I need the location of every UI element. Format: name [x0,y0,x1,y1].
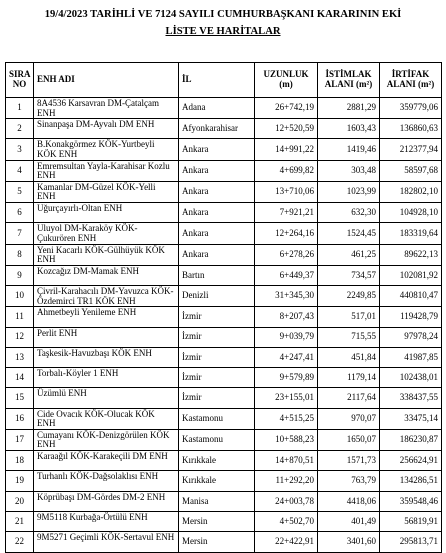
cell-istimlak-alani: 4418,06 [318,491,380,511]
cell-sira-no: 3 [6,139,34,160]
cell-il: Ankara [179,223,255,244]
cell-il: Ankara [179,160,255,181]
cell-enh-adi: Emremsultan Yayla-Karahisar Kozlu ENH [34,160,179,181]
cell-uzunluk: 11+292,20 [255,471,318,491]
cell-uzunluk: 31+345,30 [255,286,318,307]
cell-il: İzmir [179,388,255,408]
table-row [6,160,442,181]
cell-irtifak-alani: 58597,68 [380,160,442,181]
table-row [6,119,442,139]
header-uzunluk: UZUNLUK (m) [255,63,318,98]
cell-enh-adi: Köprübaşı DM-Gördes DM-2 ENH [34,491,179,511]
cell-enh-adi: Perlit ENH [34,327,179,347]
cell-sira-no: 6 [6,203,34,223]
table-row [6,139,442,160]
table-row [6,286,442,307]
cell-sira-no: 10 [6,286,34,307]
cell-sira-no: 4 [6,160,34,181]
cell-enh-adi: Kamanlar DM-Güzel KÖK-Yelli ENH [34,181,179,202]
cell-uzunluk: 9+579,89 [255,368,318,388]
cell-enh-adi: Cide Ovacık KÖK-Olucak KÖK ENH [34,408,179,429]
cell-irtifak-alani: 359548,46 [380,491,442,511]
header-irtifak-alani: İRTİFAK ALANI (m²) [380,63,442,98]
cell-sira-no: 9 [6,265,34,285]
cell-uzunluk: 14+870,51 [255,451,318,471]
cell-il: İzmir [179,347,255,367]
cell-irtifak-alani: 295813,71 [380,532,442,552]
cell-sira-no: 18 [6,451,34,471]
cell-enh-adi: B.Konakgörmez KÖK-Yurtbeyli KÖK ENH [34,139,179,160]
cell-enh-adi: Sinanpaşa DM-Ayvalı DM ENH [34,119,179,139]
cell-enh-adi: Taşkesik-Havuzbaşı KÖK ENH [34,347,179,367]
cell-irtifak-alani: 186230,87 [380,429,442,450]
table-row [6,181,442,202]
cell-sira-no: 14 [6,368,34,388]
cell-sira-no: 15 [6,388,34,408]
cell-enh-adi: Karaağıl KÖK-Karakeçili DM ENH [34,451,179,471]
table-row [6,244,442,265]
cell-sira-no: 20 [6,491,34,511]
cell-sira-no: 22 [6,532,34,552]
cell-uzunluk: 22+422,91 [255,532,318,552]
cell-uzunluk: 6+278,26 [255,244,318,265]
table-row [6,327,442,347]
cell-irtifak-alani: 338437,55 [380,388,442,408]
header-istimlak-alani: İSTİMLAK ALANI (m²) [318,63,380,98]
cell-enh-adi: Ahmetbeyli Yenileme ENH [34,307,179,327]
table-header-row [6,63,442,98]
cell-irtifak-alani: 102438,01 [380,368,442,388]
document-subtitle: LİSTE VE HARİTALAR [165,26,281,37]
cell-il: Ankara [179,181,255,202]
cell-il: Ankara [179,244,255,265]
cell-uzunluk: 14+991,22 [255,139,318,160]
cell-il: Ankara [179,139,255,160]
cell-irtifak-alani: 33475,14 [380,408,442,429]
cell-irtifak-alani: 136860,63 [380,119,442,139]
cell-uzunluk: 4+515,25 [255,408,318,429]
cell-irtifak-alani: 97978,24 [380,327,442,347]
cell-irtifak-alani: 212377,94 [380,139,442,160]
cell-istimlak-alani: 461,25 [318,244,380,265]
cell-uzunluk: 24+003,78 [255,491,318,511]
cell-enh-adi: Torbalı-Köyler 1 ENH [34,368,179,388]
cell-uzunluk: 13+710,06 [255,181,318,202]
header-sira-no: SIRA NO [6,63,34,98]
cell-uzunluk: 26+742,19 [255,98,318,119]
cell-il: İzmir [179,327,255,347]
cell-uzunluk: 8+207,43 [255,307,318,327]
cell-uzunluk: 12+264,16 [255,223,318,244]
cell-istimlak-alani: 734,57 [318,265,380,285]
cell-sira-no: 2 [6,119,34,139]
cell-uzunluk: 6+449,37 [255,265,318,285]
cell-irtifak-alani: 183319,64 [380,223,442,244]
cell-il: Kastamonu [179,429,255,450]
cell-enh-adi: Cumayanı KÖK-Denizgörülen KÖK ENH [34,429,179,450]
cell-enh-adi: Uluyol DM-Karaköy KÖK-Çukurören ENH [34,223,179,244]
cell-il: İzmir [179,307,255,327]
table-row [6,451,442,471]
cell-irtifak-alani: 182802,10 [380,181,442,202]
cell-istimlak-alani: 1023,99 [318,181,380,202]
table-row [6,388,442,408]
cell-uzunluk: 7+921,21 [255,203,318,223]
cell-enh-adi: 9M5118 Kurbağa-Örtülü ENH [34,511,179,531]
table-row [6,408,442,429]
cell-il: Ankara [179,203,255,223]
cell-il: Kastamonu [179,408,255,429]
cell-enh-adi: Çivril-Karahacılı DM-Yavuzca KÖK-Özdemirci TR1 KÖK ENH [34,286,179,307]
cell-istimlak-alani: 3401,60 [318,532,380,552]
cell-irtifak-alani: 134286,51 [380,471,442,491]
table-row [6,429,442,450]
cell-il: Kırıkkale [179,471,255,491]
cell-istimlak-alani: 2881,29 [318,98,380,119]
cell-sira-no: 11 [6,307,34,327]
cell-enh-adi: Uğurçayırlı-Oltan ENH [34,203,179,223]
cell-sira-no: 5 [6,181,34,202]
cell-uzunluk: 4+699,82 [255,160,318,181]
cell-istimlak-alani: 1524,45 [318,223,380,244]
table-row [6,471,442,491]
cell-enh-adi: 9M5271 Geçimli KÖK-Sertavul ENH [34,532,179,552]
cell-irtifak-alani: 56819,91 [380,511,442,531]
cell-sira-no: 16 [6,408,34,429]
table-row [6,347,442,367]
cell-istimlak-alani: 1603,43 [318,119,380,139]
cell-istimlak-alani: 451,84 [318,347,380,367]
cell-uzunluk: 9+039,79 [255,327,318,347]
cell-il: Denizli [179,286,255,307]
cell-istimlak-alani: 1571,73 [318,451,380,471]
cell-istimlak-alani: 715,55 [318,327,380,347]
header-enh-adi: ENH ADI [34,63,179,98]
cell-uzunluk: 10+588,23 [255,429,318,450]
cell-il: Mersin [179,532,255,552]
cell-il: Bartın [179,265,255,285]
cell-irtifak-alani: 359779,06 [380,98,442,119]
table-row [6,368,442,388]
cell-istimlak-alani: 2117,64 [318,388,380,408]
cell-istimlak-alani: 517,01 [318,307,380,327]
cell-enh-adi: 8A4536 Karsavran DM-Çatalçam ENH [34,98,179,119]
cell-istimlak-alani: 1179,14 [318,368,380,388]
header-il: İL [179,63,255,98]
cell-istimlak-alani: 970,07 [318,408,380,429]
table-row [6,491,442,511]
cell-uzunluk: 12+520,59 [255,119,318,139]
cell-sira-no: 1 [6,98,34,119]
cell-il: Kırıkkale [179,451,255,471]
cell-sira-no: 21 [6,511,34,531]
cell-il: İzmir [179,368,255,388]
cell-sira-no: 7 [6,223,34,244]
cell-irtifak-alani: 440810,47 [380,286,442,307]
cell-enh-adi: Yeni Kacarlı KÖK-Gülhüyük KÖK ENH [34,244,179,265]
cell-sira-no: 17 [6,429,34,450]
cell-enh-adi: Üzümlü ENH [34,388,179,408]
table-row [6,511,442,531]
cell-sira-no: 12 [6,327,34,347]
cell-uzunluk: 23+155,01 [255,388,318,408]
cell-uzunluk: 4+247,41 [255,347,318,367]
cell-istimlak-alani: 1419,46 [318,139,380,160]
document-title: 19/4/2023 TARİHLİ VE 7124 SAYILI CUMHURBAŞKANI KARARININ EKİ [44,9,402,20]
table-row [6,98,442,119]
cell-irtifak-alani: 104928,10 [380,203,442,223]
cell-irtifak-alani: 256624,91 [380,451,442,471]
cell-irtifak-alani: 41987,85 [380,347,442,367]
cell-il: Manisa [179,491,255,511]
cell-istimlak-alani: 303,48 [318,160,380,181]
cell-irtifak-alani: 89622,13 [380,244,442,265]
cell-sira-no: 19 [6,471,34,491]
table-row [6,223,442,244]
cell-il: Mersin [179,511,255,531]
cell-uzunluk: 4+502,70 [255,511,318,531]
cell-il: Afyonkarahisar [179,119,255,139]
cell-istimlak-alani: 2249,85 [318,286,380,307]
cell-irtifak-alani: 102081,92 [380,265,442,285]
enh-table [5,62,442,553]
cell-istimlak-alani: 401,49 [318,511,380,531]
table-row [6,265,442,285]
cell-istimlak-alani: 632,30 [318,203,380,223]
cell-istimlak-alani: 1650,07 [318,429,380,450]
cell-enh-adi: Kozcağız DM-Mamak ENH [34,265,179,285]
cell-il: Adana [179,98,255,119]
table-row [6,203,442,223]
table-row [6,307,442,327]
cell-istimlak-alani: 763,79 [318,471,380,491]
cell-irtifak-alani: 119428,79 [380,307,442,327]
table-row [6,532,442,552]
cell-sira-no: 13 [6,347,34,367]
cell-enh-adi: Turhanlı KÖK-Dağsolaklısı ENH [34,471,179,491]
cell-sira-no: 8 [6,244,34,265]
